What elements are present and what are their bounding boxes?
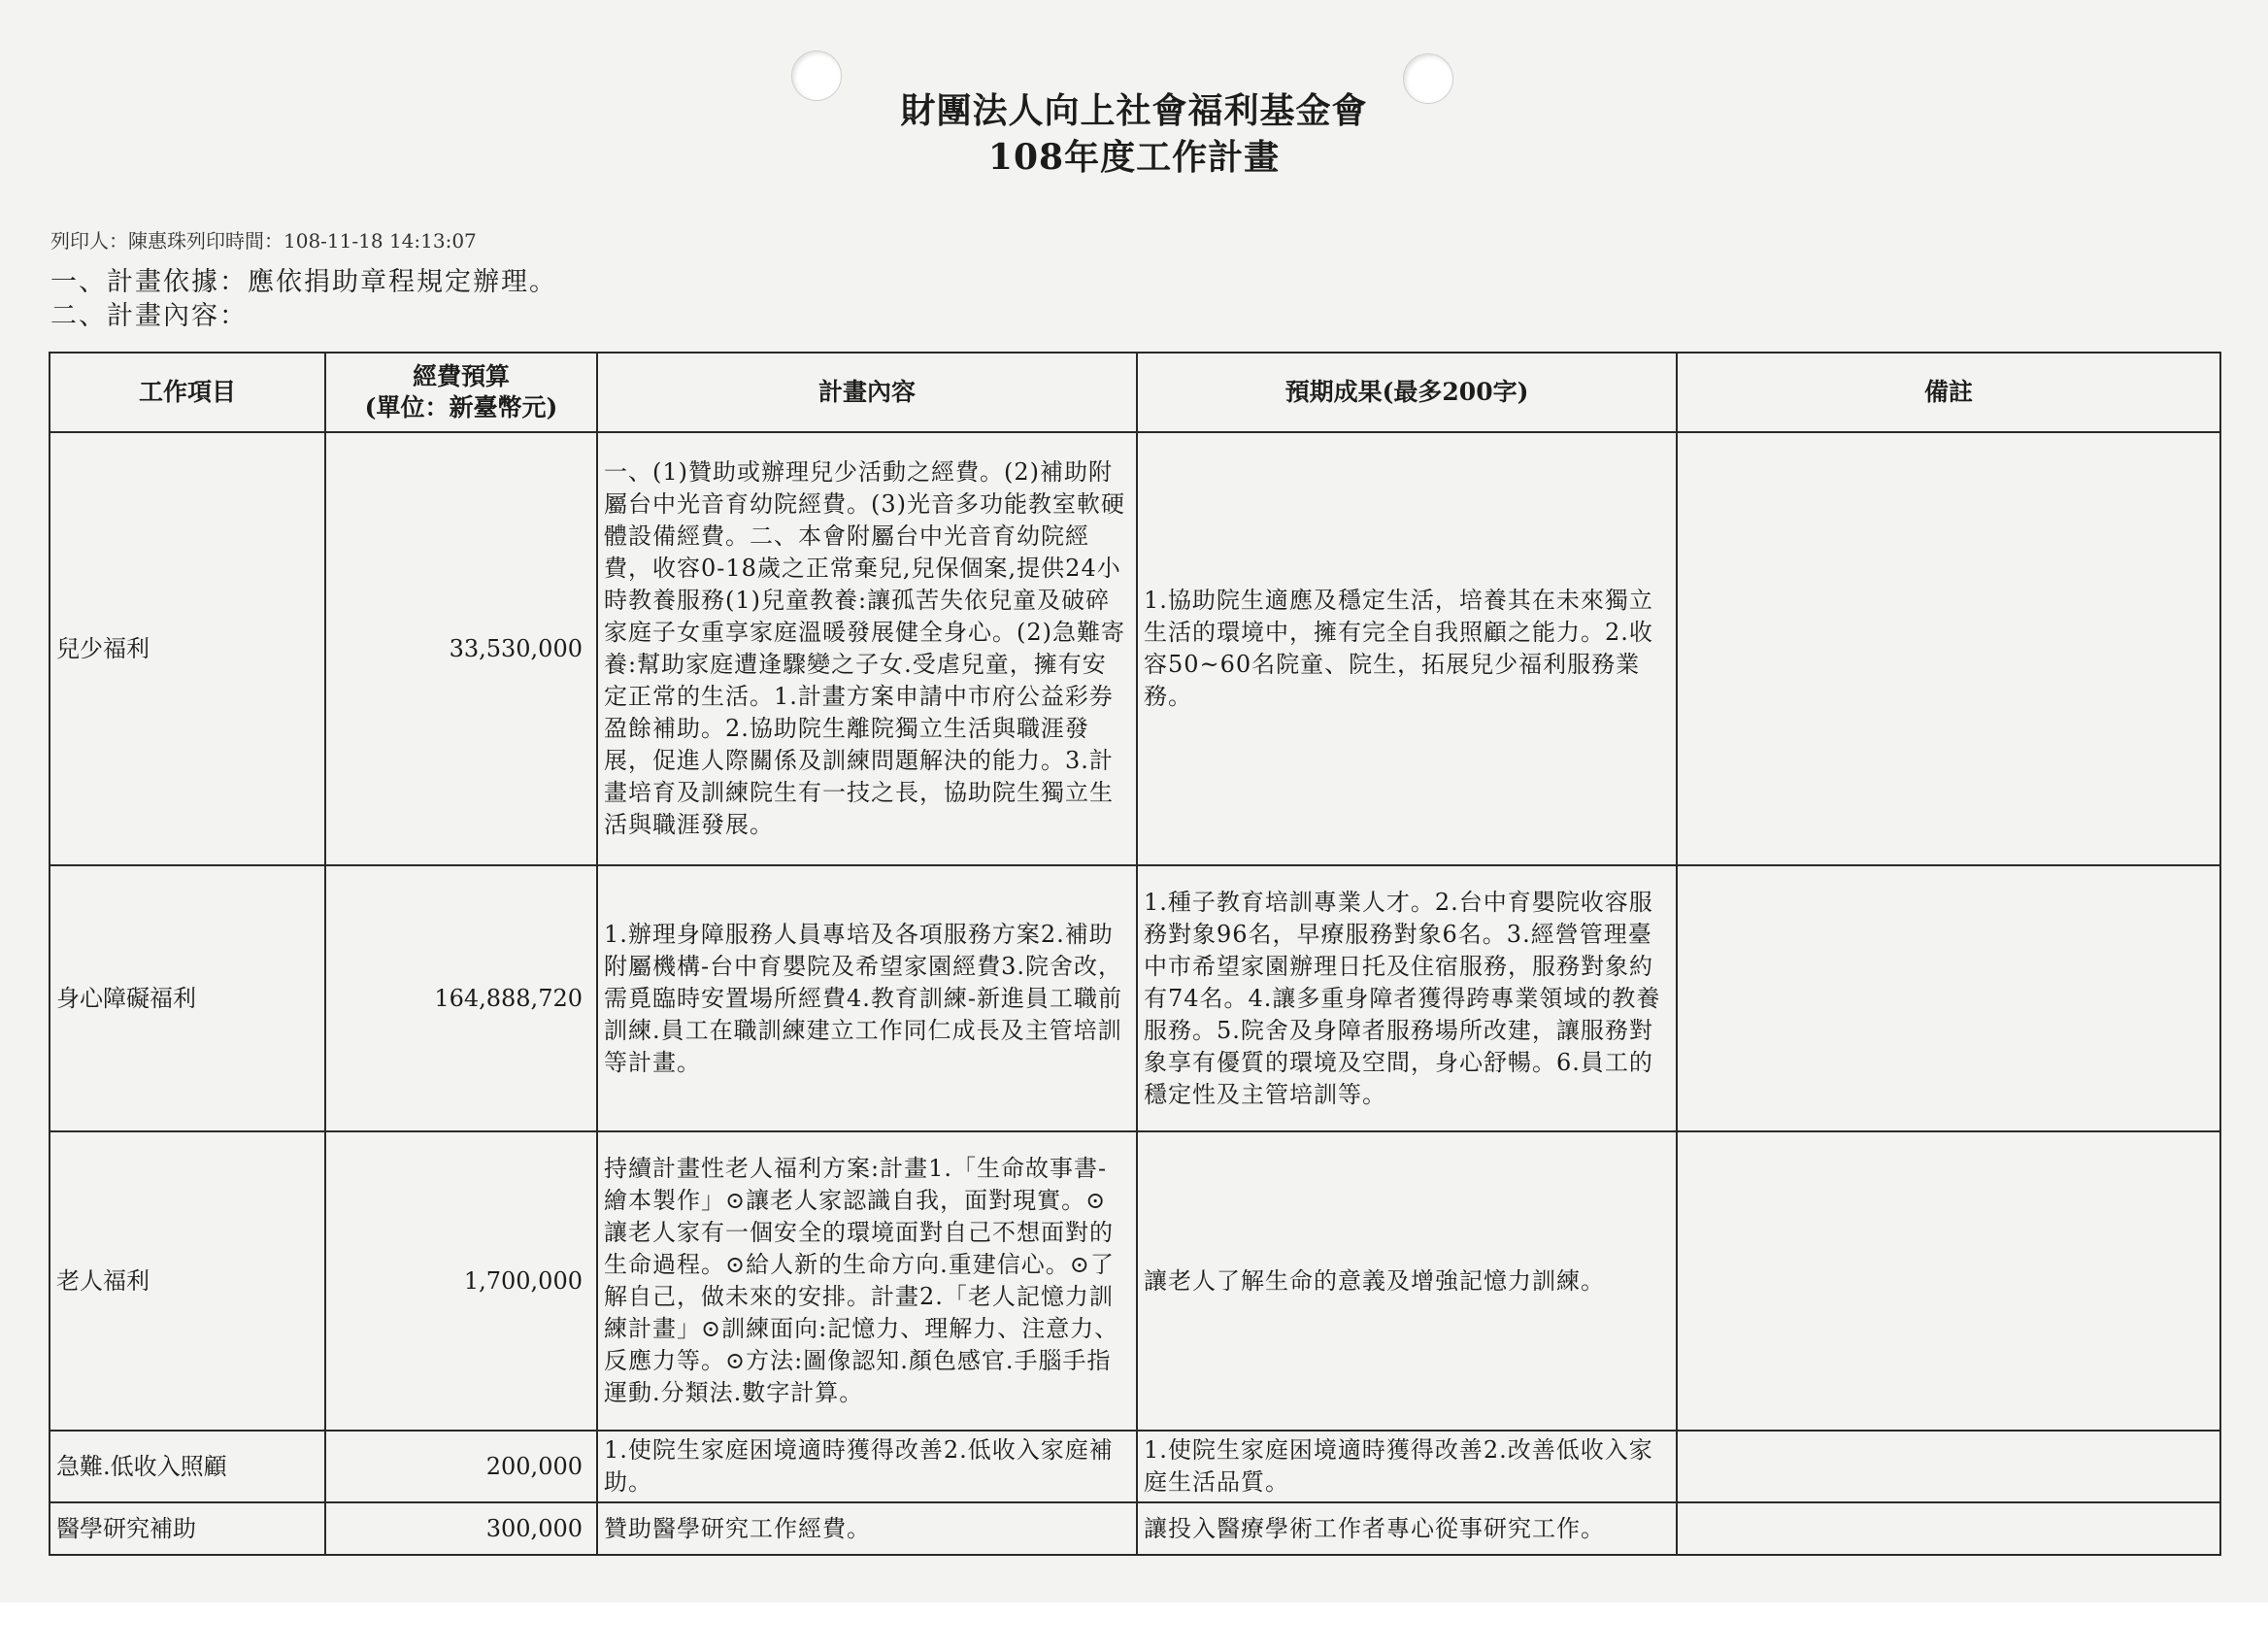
cell-note (1677, 865, 2220, 1131)
cell-content: 1.使院生家庭困境適時獲得改善2.低收入家庭補助。 (597, 1431, 1137, 1502)
cell-item: 急難.低收入照顧 (50, 1431, 325, 1502)
cell-note (1677, 1131, 2220, 1431)
header-budget (325, 353, 597, 432)
table-row (50, 865, 2220, 1131)
table-row (50, 1502, 2220, 1555)
header-note: 備註 (1677, 353, 2220, 432)
table-header-row (50, 353, 2220, 432)
table-row (50, 432, 2220, 865)
cell-budget: 33,530,000 (325, 432, 597, 865)
cell-content: 1.辦理身障服務人員專培及各項服務方案2.補助附屬機構-台中育嬰院及希望家園經費3.院舍改，需覓臨時安置場所經費4.教育訓練-新進員工職前訓練.員工在職訓練建立工作同仁成長及主管培訓等計畫。 (597, 865, 1137, 1131)
header-result: 預期成果(最多200字) (1137, 353, 1677, 432)
plan-basis: 一、計畫依據：應依捐助章程規定辦理。 (50, 267, 557, 297)
cell-result: 讓投入醫療學術工作者專心從事研究工作。 (1137, 1502, 1677, 1555)
header-budget-line2: (單位：新臺幣元) (364, 393, 558, 421)
cell-item: 身心障礙福利 (50, 865, 325, 1131)
cell-note (1677, 1502, 2220, 1555)
cell-item: 老人福利 (50, 1131, 325, 1431)
cell-content: 贊助醫學研究工作經費。 (597, 1502, 1137, 1555)
cell-budget: 164,888,720 (325, 865, 597, 1131)
cell-budget: 300,000 (325, 1502, 597, 1555)
cell-note (1677, 432, 2220, 865)
plan-content-heading: 二、計畫內容： (50, 301, 248, 331)
work-plan-table (49, 352, 2221, 1556)
cell-result: 1.使院生家庭困境適時獲得改善2.改善低收入家庭生活品質。 (1137, 1431, 1677, 1502)
header-content: 計畫內容 (597, 353, 1137, 432)
cell-item: 兒少福利 (50, 432, 325, 865)
page-margin (0, 1602, 2268, 1651)
header-item: 工作項目 (50, 353, 325, 432)
cell-result: 1.種子教育培訓專業人才。2.台中育嬰院收容服務對象96名，早療服務對象6名。3.經營管理臺中市希望家園辦理日托及住宿服務，服務對象約有74名。4.讓多重身障者獲得跨專業領域的教養服務。5.院舍及身障者服務場所改建，讓服務對象享有優質的環境及空間，身心舒暢。6.員工的穩定性及主管培訓等。 (1137, 865, 1677, 1131)
header-budget-line1: 經費預算 (412, 362, 510, 390)
cell-budget: 200,000 (325, 1431, 597, 1502)
cell-result: 讓老人了解生命的意義及增強記憶力訓練。 (1137, 1131, 1677, 1431)
cell-note (1677, 1431, 2220, 1502)
cell-result: 1.協助院生適應及穩定生活，培養其在未來獨立生活的環境中，擁有完全自我照顧之能力。2.收容50~60名院童、院生，拓展兒少福利服務業務。 (1137, 432, 1677, 865)
cell-item: 醫學研究補助 (50, 1502, 325, 1555)
cell-content: 持續計畫性老人福利方案:計畫1.「生命故事書-繪本製作」⊙讓老人家認識自我，面對現實。⊙讓老人家有一個安全的環境面對自己不想面對的生命過程。⊙給人新的生命方向.重建信心。⊙了解自己，做未來的安排。計畫2.「老人記憶力訓練計畫」⊙訓練面向:記憶力、理解力、注意力、反應力等。⊙方法:圖像認知.顏色感官.手腦手指運動.分類法.數字計算。 (597, 1131, 1137, 1431)
table-row (50, 1431, 2220, 1502)
document-title: 財團法人向上社會福利基金會 (900, 90, 1368, 131)
cell-content: 一、(1)贊助或辦理兒少活動之經費。(2)補助附屬台中光音育幼院經費。(3)光音多功能教室軟硬體設備經費。二、本會附屬台中光音育幼院經費，收容0-18歲之正常棄兒,兒保個案,提供24小時教養服務(1)兒童教養:讓孤苦失依兒童及破碎家庭子女重享家庭溫暖發展健全身心。(2)急難寄養:幫助家庭遭逢驟變之子女.受虐兒童，擁有安定正常的生活。1.計畫方案申請中市府公益彩券盈餘補助。2.協助院生離院獨立生活與職涯發展，促進人際關係及訓練問題解決的能力。3.計畫培育及訓練院生有一技之長，協助院生獨立生活與職涯發展。 (597, 432, 1137, 865)
table-row (50, 1131, 2220, 1431)
print-info: 列印人：陳惠珠列印時間：108-11-18 14:13:07 (50, 229, 477, 253)
document-subtitle: 108年度工作計畫 (987, 137, 1281, 178)
cell-budget: 1,700,000 (325, 1131, 597, 1431)
